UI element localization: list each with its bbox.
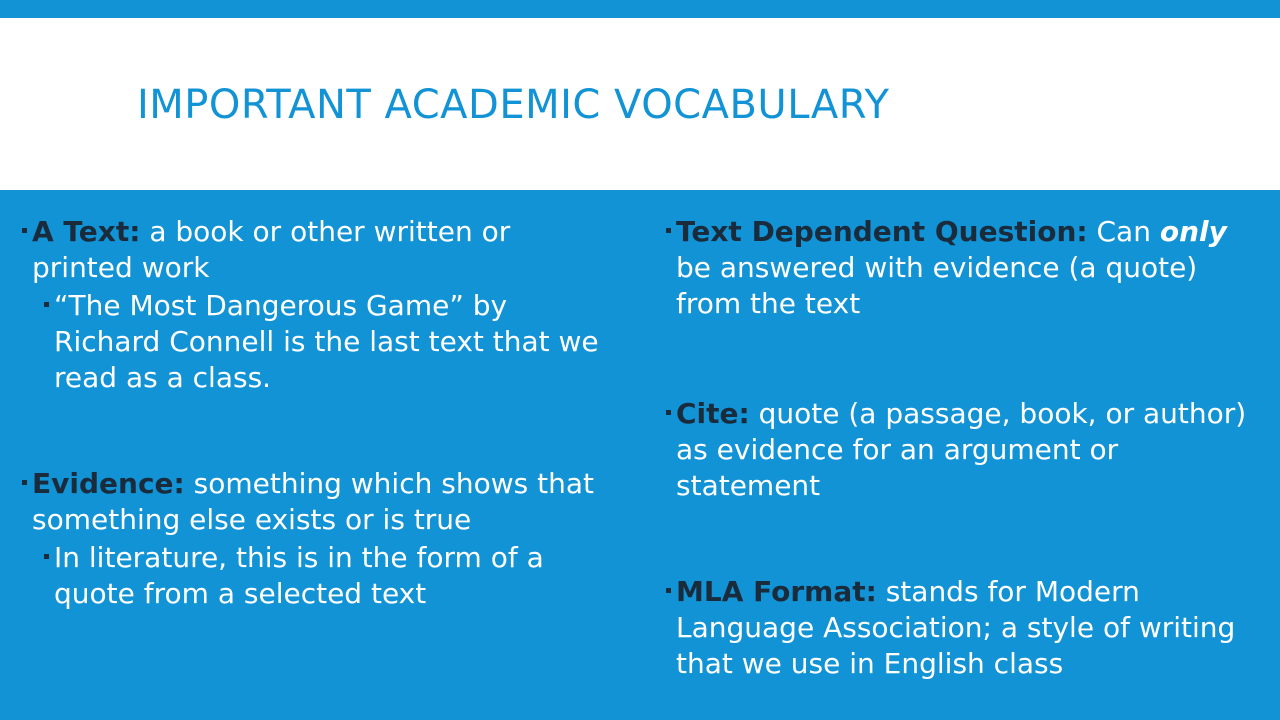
bullet-item-text: [22, 214, 602, 286]
square-bullet-icon: [44, 554, 49, 559]
term-label: Cite:: [676, 397, 750, 430]
right-column: [666, 214, 1256, 682]
slide-title: IMPORTANT ACADEMIC VOCABULARY: [137, 82, 890, 128]
spacer: [666, 322, 1256, 396]
term-definition: stands for Modern Language Association; a style of writing that we use in English class: [676, 575, 1236, 680]
term-label: A Text:: [32, 215, 141, 248]
square-bullet-icon: [44, 302, 49, 307]
top-accent-bar: [0, 0, 1280, 18]
term-definition: something which shows that something else exists or is true: [32, 467, 594, 536]
sub-bullet-item: [44, 540, 602, 612]
bullet-item-evidence: [22, 466, 602, 538]
square-bullet-icon: [666, 410, 671, 415]
sub-bullet-item: [44, 288, 602, 396]
emphasis-word: only: [1159, 215, 1227, 248]
bullet-item-cite: [666, 396, 1256, 504]
term-label: Evidence:: [32, 467, 185, 500]
left-column: [22, 214, 602, 612]
term-definition: a book or other written or printed work: [32, 215, 511, 284]
term-definition: be answered with evidence (a quote) from the text: [676, 251, 1198, 320]
slide-body: [0, 190, 1280, 720]
term-label: Text Dependent Question:: [676, 215, 1088, 248]
term-label: MLA Format:: [676, 575, 877, 608]
sub-bullet-text: In literature, this is in the form of a quote from a selected text: [54, 541, 544, 610]
term-definition: Can: [1087, 215, 1160, 248]
bullet-item-text-dependent-question: [666, 214, 1256, 322]
spacer: [22, 396, 602, 466]
term-definition: quote (a passage, book, or author) as evidence for an argument or statement: [676, 397, 1247, 502]
square-bullet-icon: [22, 228, 27, 233]
bullet-item-mla-format: [666, 574, 1256, 682]
square-bullet-icon: [22, 480, 27, 485]
spacer: [666, 504, 1256, 574]
square-bullet-icon: [666, 588, 671, 593]
sub-bullet-text: “The Most Dangerous Game” by Richard Connell is the last text that we read as a class.: [54, 289, 599, 394]
title-area: [0, 18, 1280, 190]
square-bullet-icon: [666, 228, 671, 233]
